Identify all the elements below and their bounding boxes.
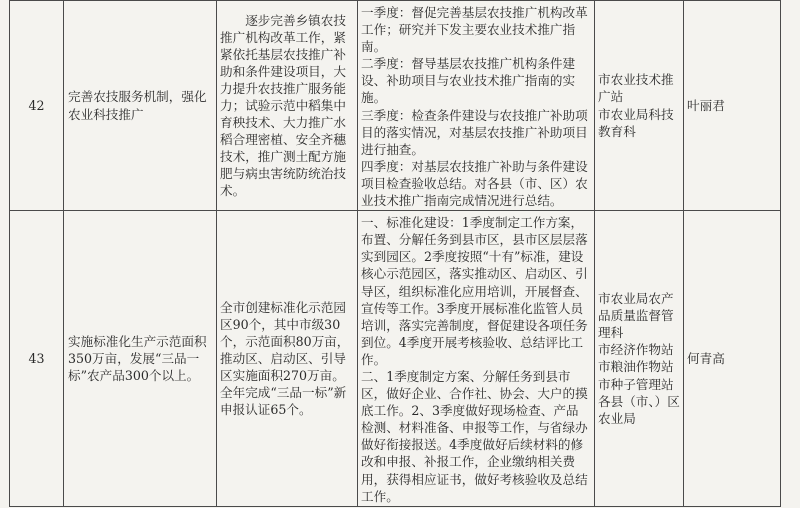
table-row xyxy=(10,1,781,211)
schedule-q3: 三季度：检查条件建设与农技推广补助项目的落实情况，对基层农技推广补助项目进行抽查。 xyxy=(361,107,588,157)
row-number: 43 xyxy=(10,211,64,507)
quarterly-schedule xyxy=(358,1,595,211)
responsible-department: 市农业局农产品质量监督管理科 市经济作物站 市粮油作物站 市种子管理站 各县（市、）区农业局 xyxy=(595,211,684,507)
row-number: 42 xyxy=(10,1,64,211)
schedule-q2: 二季度：督导基层农技推广机构条件建设、补助项目与农业技术推广指南的实施。 xyxy=(361,56,576,106)
responsible-leader: 叶丽君 xyxy=(684,1,781,211)
annual-target xyxy=(217,1,358,211)
task-description: 实施标准化生产示范面积350万亩，发展“三品一标”农产品300个以上。 xyxy=(64,211,217,507)
responsible-department: 市农业技术推广站 市农业局科技教育科 xyxy=(595,1,684,211)
schedule-q1: 一季度：督促完善基层农技推广机构改革工作；研究并下发主要农业技术推广指南。 xyxy=(361,5,588,55)
annual-target-text: 逐步完善乡镇农技推广机构改革工作，紧紧依托基层农技推广补助和条件建设项目，大力提升农技推广服务能力；试验示范中稻集中育秧技术、大力推广水稻合理密植、安全齐穗技术，推广测土配方施肥与病虫害统防统治技术。 xyxy=(220,12,346,199)
quarterly-schedule: 一、标准化建设：1季度制定工作方案，布置、分解任务到县市区，县市区层层落实到园区。2季度按照“十有”标准，建设核心示范园区，落实推动区、启动区、引导区，组织标准化应用培训，开展督查、宣传等工作。3季度开展标准化监管人员培训，落实完善制度，督促建设各项任务到位。4季度开展考核验收、总结评比工作。 二、1季度制定方案、分解任务到县市区，做好企业、合作社、协会、大户的摸底工作。2、3季度做好现场检查、产品检测、材料准备、申报等工作，与省绿办做好衔接报送。4季度做好后续材料的修改和申报、补报工作，企业缴纳相关费用，获得相应证书，做好考核验收及总结工作。 xyxy=(358,211,595,507)
work-plan-table xyxy=(9,0,781,507)
responsible-leader: 何青高 xyxy=(684,211,781,507)
annual-target: 全市创建标准化示范园区90个，其中市级30个，示范面积80万亩，推动区、启动区、引导区实施面积270万亩。全年完成“三品一标”新申报认证65个。 xyxy=(217,211,358,507)
table-row xyxy=(10,211,781,507)
task-description: 完善农技服务机制，强化农业科技推广 xyxy=(64,1,217,211)
schedule-q4: 四季度：对基层农技推广补助与条件建设项目检查验收总结。对各县（市、区）农业技术推广指南完成情况进行总结。 xyxy=(361,158,588,209)
